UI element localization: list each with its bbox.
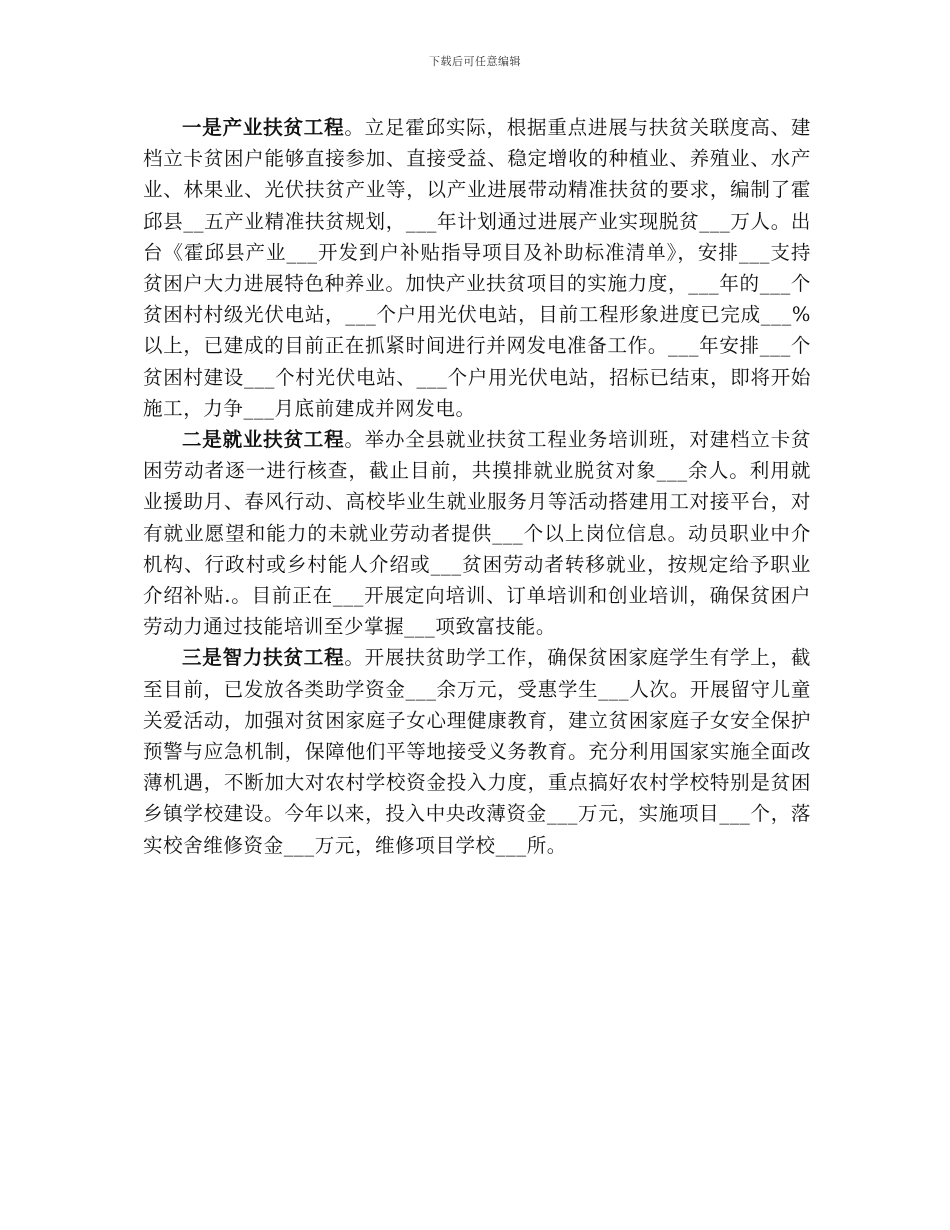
paragraph-text-education: 。开展扶贫助学工作，确保贫困家庭学生有学上，截至目前，已发放各类助学资金___余万元，受惠学生___人次。开展留守儿童关爱活动，加强对贫困家庭子女心理健康教育，建立贫困家庭子女安全保护预警与应急机制，保障他们平等地接受义务教育。充分利用国家实施全面改薄机遇，不断加大对农村学校资金投入力度，重点搞好农村学校特别是贫困乡镇学校建设。今年以来，投入中央改薄资金___万元，实施项目___个，落实校舍维修资金___万元，维修项目学校___所。 [143,646,811,857]
document-body [143,112,811,861]
paragraph-text-employment: 。举办全县就业扶贫工程业务培训班，对建档立卡贫困劳动者逐一进行核查，截止目前，共摸排就业脱贫对象___余人。利用就业援助月、春风行动、高校毕业生就业服务月等活动搭建用工对接平台，对有就业愿望和能力的未就业劳动者提供___个以上岗位信息。动员职业中介机构、行政村或乡村能人介绍或___贫困劳动者转移就业，按规定给予职业介绍补贴.。目前正在___开展定向培训、订单培训和创业培训，确保贫困户劳动力通过技能培训至少掌握___项致富技能。 [143,428,811,639]
paragraph-employment-poverty-alleviation [143,424,811,642]
paragraph-industry-poverty-alleviation [143,112,811,424]
paragraph-lead-employment: 二是就业扶贫工程 [182,428,345,452]
paragraph-lead-industry: 一是产业扶贫工程 [182,116,345,139]
paragraph-text-industry: 。立足霍邱实际，根据重点进展与扶贫关联度高、建档立卡贫困户能够直接参加、直接受益、稳定增收的种植业、养殖业、水产业、林果业、光伏扶贫产业等，以产业进展带动精准扶贫的要求，编制了霍邱县__五产业精准扶贫规划，___年计划通过进展产业实现脱贫___万人。出台《霍邱县产业___开发到户补贴指导项目及补助标准清单》，安排___支持贫困户大力进展特色种养业。加快产业扶贫项目的实施力度，___年的___个贫困村村级光伏电站，___个户用光伏电站，目前工程形象进度已完成___%以上，已建成的目前正在抓紧时间进行并网发电准备工作。___年安排___个贫困村建设___个村光伏电站、___个户用光伏电站，招标已结束，即将开始施工，力争___月底前建成并网发电。 [143,116,811,420]
paragraph-lead-education: 三是智力扶贫工程 [182,646,345,670]
paragraph-education-poverty-alleviation [143,642,811,860]
page-header-note: 下载后可任意编辑 [429,55,521,68]
